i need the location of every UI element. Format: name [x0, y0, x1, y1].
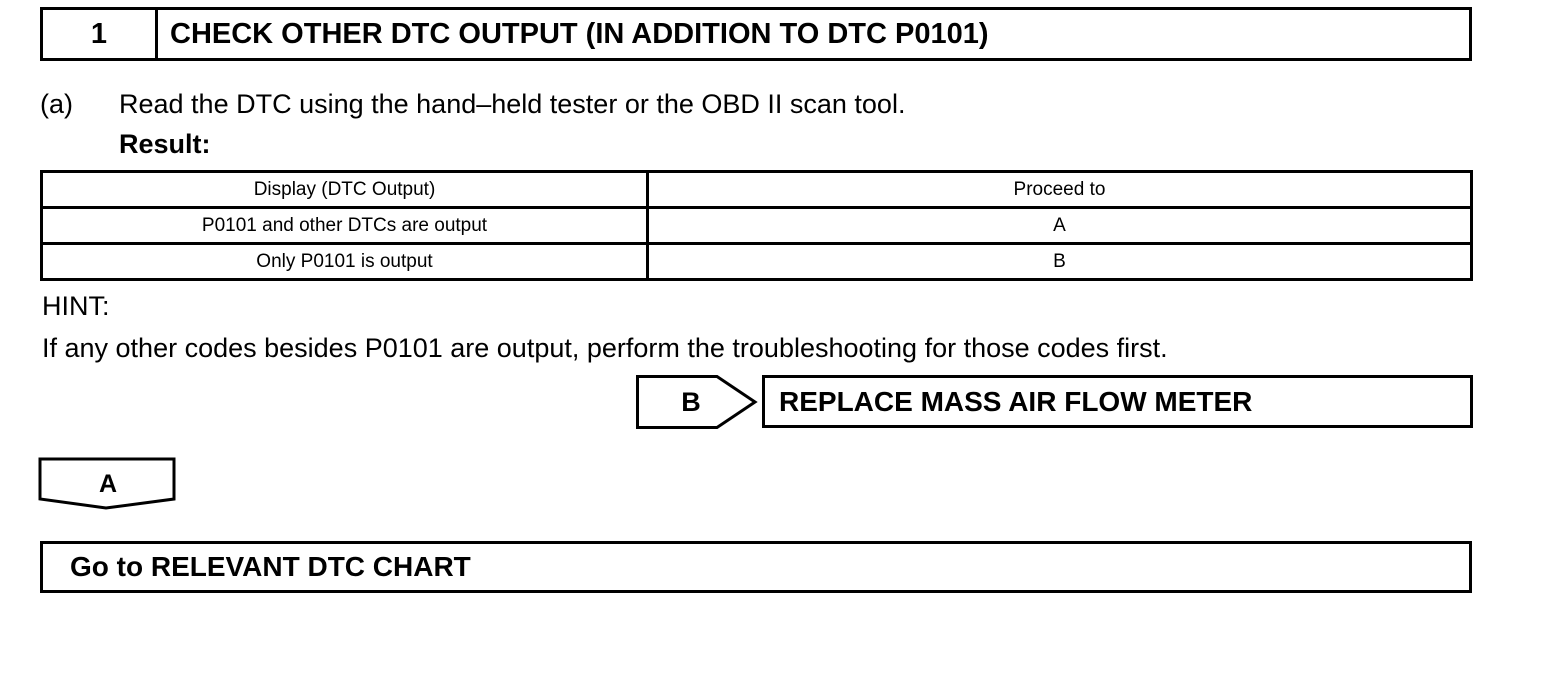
branch-a-arrow — [38, 457, 178, 511]
table-cell-proceed: B — [648, 244, 1472, 280]
branch-a-action-text: Go to RELEVANT DTC CHART — [70, 551, 471, 582]
step-header — [40, 7, 1472, 61]
table-cell-proceed: A — [648, 208, 1472, 244]
result-label: Result: — [119, 129, 211, 159]
step-number: 1 — [43, 10, 158, 58]
hint-text: If any other codes besides P0101 are output, perform the troubleshooting for those codes first. — [42, 333, 1168, 363]
table-row — [42, 208, 1472, 244]
table-row — [42, 244, 1472, 280]
substep-marker: (a) — [40, 89, 73, 119]
table-header-row — [42, 172, 1472, 208]
table-cell-display: Only P0101 is output — [42, 244, 648, 280]
branch-b-label: B — [681, 386, 701, 417]
column-header-proceed: Proceed to — [648, 172, 1472, 208]
hint-label: HINT: — [42, 291, 110, 321]
substep-text: Read the DTC using the hand–held tester or the OBD II scan tool. — [119, 89, 906, 119]
result-table — [40, 170, 1473, 281]
branch-a-action-box — [40, 541, 1472, 593]
column-header-display: Display (DTC Output) — [42, 172, 648, 208]
branch-b-arrow — [636, 375, 758, 429]
branch-b-action-box — [762, 375, 1473, 428]
table-cell-display: P0101 and other DTCs are output — [42, 208, 648, 244]
branch-b-action-text: REPLACE MASS AIR FLOW METER — [779, 385, 1253, 417]
branch-a-label: A — [98, 469, 118, 498]
step-title: CHECK OTHER DTC OUTPUT (IN ADDITION TO DTC P0101) — [170, 17, 989, 50]
